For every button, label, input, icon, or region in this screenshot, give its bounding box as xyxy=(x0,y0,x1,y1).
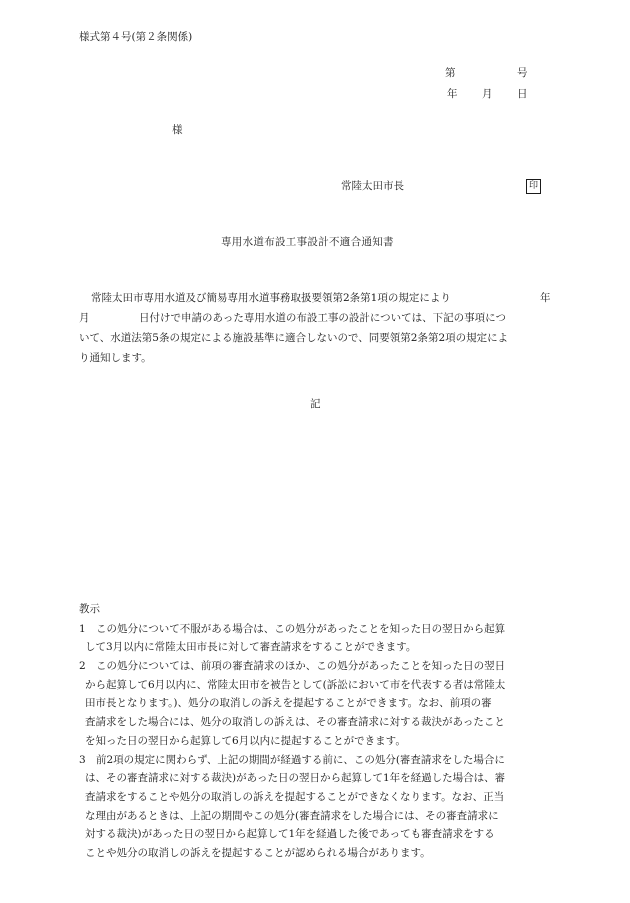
notice-item-line: な理由があるときは、上記の期間やこの処分(審査請求をした場合には、その審査請求に xyxy=(85,810,499,822)
document-number-suffix: 号 xyxy=(517,67,528,79)
notice-item-number: 3 xyxy=(79,754,86,766)
notice-item-line: この処分については、前項の審査請求のほか、この処分があったことを知った日の翌日 xyxy=(96,660,506,672)
notice-item-line: 対する裁決)があった日の翌日から起算して1年を経過した後であっても審査請求をする xyxy=(85,828,495,840)
issuer-name: 常陸太田市長 xyxy=(341,180,404,192)
body-line-4: り通知します。 xyxy=(79,352,152,364)
notice-heading: 教示 xyxy=(79,603,100,615)
body-line-1: 常陸太田市専用水道及び簡易専用水道事務取扱要領第2条第1項の規定により xyxy=(91,292,451,304)
body-year-label: 年 xyxy=(540,292,551,304)
document-number-prefix: 第 xyxy=(445,67,456,79)
form-number-label: 様式第４号(第２条関係) xyxy=(79,31,193,43)
seal-stamp-mark: 印 xyxy=(526,179,541,194)
addressee-honorific: 様 xyxy=(172,124,183,136)
notice-item-number: 1 xyxy=(79,623,86,635)
notice-item-line: この処分について不服がある場合は、この処分があったことを知った日の翌日から起算 xyxy=(96,623,506,635)
record-mark: 記 xyxy=(310,398,321,410)
notice-item-line: 田市長となります。)、処分の取消しの訴えを提起することができます。なお、前項の審 xyxy=(85,697,492,709)
notice-item-line: は、その審査請求に対する裁決)があった日の翌日から起算して1年を経過した場合は、審 xyxy=(85,772,506,784)
date-day-label: 日 xyxy=(517,88,528,100)
notice-item-line: 査請求をすることや処分の取消しの訴えを提起することができなくなります。なお、正当 xyxy=(85,791,505,803)
notice-item-line: 前2項の規定に関わらず、上記の期間が経過する前に、この処分(審査請求をした場合に xyxy=(96,754,505,766)
date-month-label: 月 xyxy=(482,88,493,100)
notice-item-line: から起算して6月以内に、常陸太田市を被告として(訴訟において市を代表する者は常陸太 xyxy=(85,679,506,691)
date-year-label: 年 xyxy=(447,88,458,100)
body-line-2: 日付けで申請のあった専用水道の布設工事の設計については、下記の事項につ xyxy=(139,312,506,324)
notice-item-line: を知った日の翌日から起算して6月以内に提起することができます。 xyxy=(85,735,406,747)
notice-item-line: して3月以内に常陸太田市長に対して審査請求をすることができます。 xyxy=(85,641,417,653)
notice-item-line: ことや処分の取消しの訴えを提起することが認められる場合があります。 xyxy=(85,847,431,859)
body-month-label: 月 xyxy=(79,312,90,324)
notice-item-line: 査請求をした場合には、処分の取消しの訴えは、その審査請求に対する裁決があったこと xyxy=(85,716,505,728)
notice-item-number: 2 xyxy=(79,660,86,672)
body-line-3: いて、水道法第5条の規定による施設基準に適合しないので、同要領第2条第2項の規定によ xyxy=(79,332,509,344)
document-title: 専用水道布設工事設計不適合通知書 xyxy=(221,236,394,248)
